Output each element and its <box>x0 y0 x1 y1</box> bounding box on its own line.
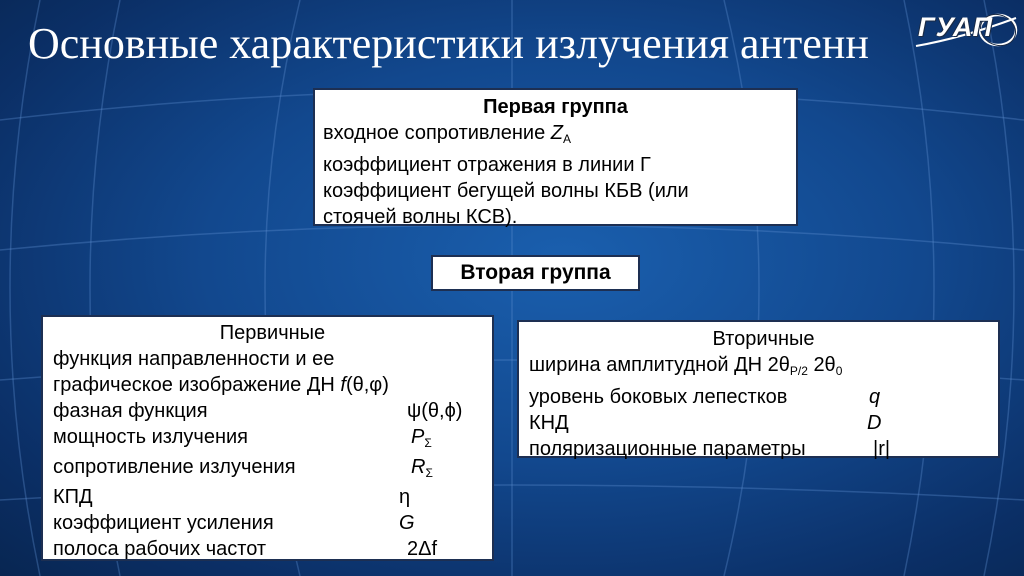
phase-function-row: фазная функция ψ(θ,ϕ) <box>53 400 463 422</box>
page-title: Основные характеристики излучения антенн <box>28 19 869 68</box>
second-group-box <box>431 255 640 291</box>
directivity-function-line: функция направленности и ее <box>53 348 335 370</box>
radiation-power-row: мощность излучения $P_\Sigma$ <box>53 426 432 450</box>
first-group-heading: Первая группа <box>483 96 628 118</box>
secondary-heading: Вторичные <box>712 328 815 350</box>
primary-heading: Первичные <box>219 322 326 344</box>
traveling-wave-line: коэффициент бегущей волны КБВ (или <box>323 180 689 202</box>
radiation-resistance-row: сопротивление излучения $R_\Sigma$ <box>53 456 433 480</box>
polarization-row: поляризационные параметры |r| <box>529 438 891 460</box>
gain-row: коэффициент усиления G <box>53 512 415 534</box>
first-group-box <box>313 88 798 226</box>
guap-logo <box>912 10 1020 50</box>
reflection-coefficient-line: коэффициент отражения в линии Г <box>323 154 651 176</box>
logo-text: ГУАП <box>918 12 994 42</box>
standing-wave-line: стоячей волны КСВ). <box>323 206 518 228</box>
bandwidth-row: полоса рабочих частот 2Δf <box>53 538 438 560</box>
second-group-heading: Вторая группа <box>460 261 611 284</box>
efficiency-row: КПД η <box>53 486 411 508</box>
directivity-row: КНД D <box>529 412 882 434</box>
pattern-line: графическое изображение ДН f(θ,φ) <box>53 374 389 396</box>
sidelobe-level-row: уровень боковых лепестков q <box>529 386 881 408</box>
input-impedance-line: входное сопротивление $Z_A$ <box>323 122 572 146</box>
primary-characteristics-box <box>41 315 494 561</box>
secondary-characteristics-box <box>517 320 1000 458</box>
beamwidth-line: ширина амплитудной ДН $2\theta_{P/2}$ $2\theta_0$ <box>529 354 843 378</box>
